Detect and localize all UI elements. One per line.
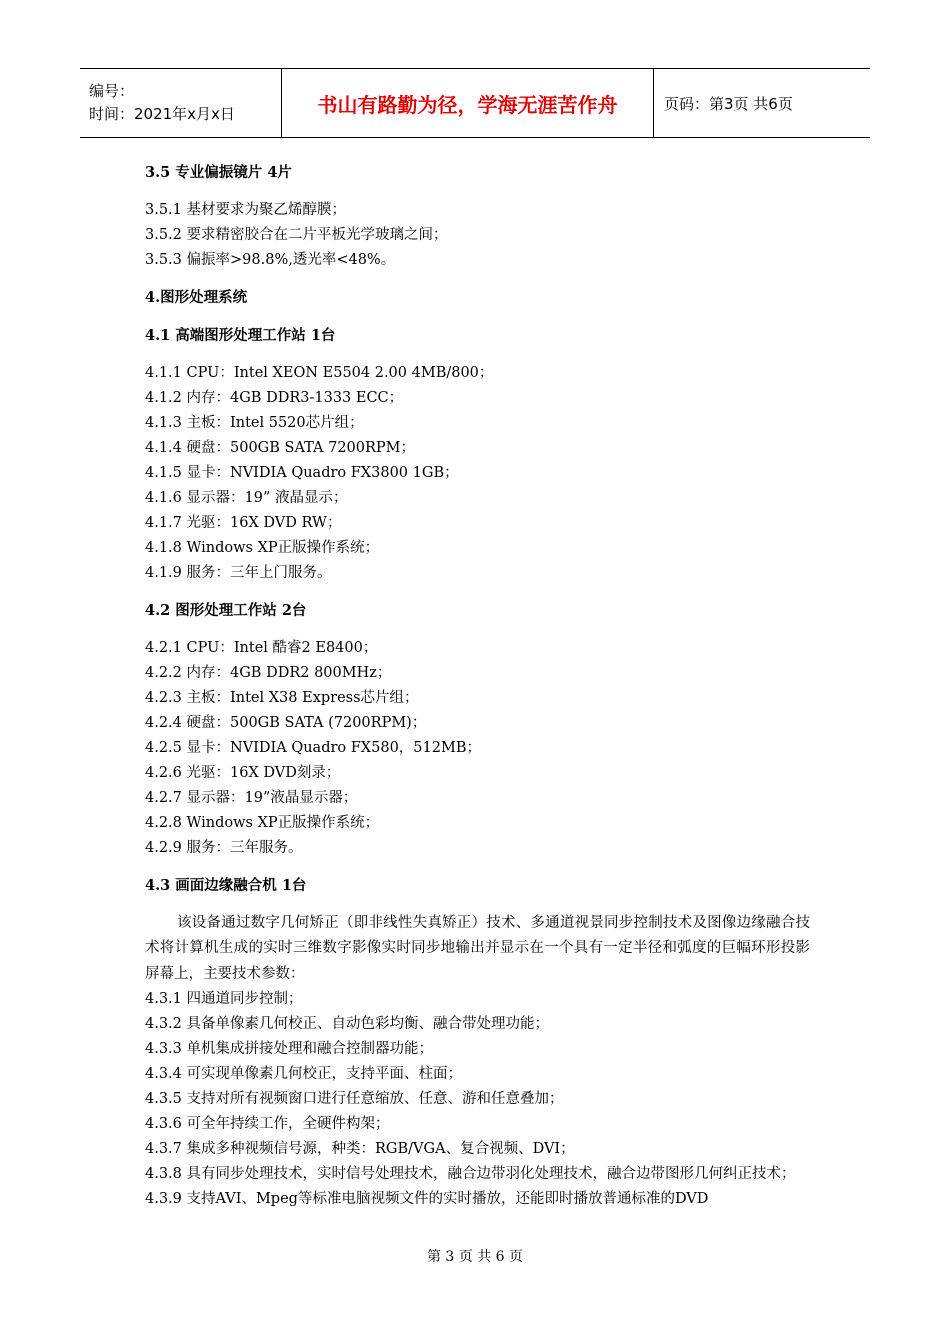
section-heading-4-3: 4.3 画面边缘融合机 1台 <box>145 877 307 894</box>
list-item: 4.2.5 显卡：NVIDIA Quadro FX580，512MB； <box>145 740 481 756</box>
list-item: 4.1.4 硬盘：500GB SATA 7200RPM； <box>145 440 416 456</box>
list-item: 3.5.3 偏振率>98.8%,透光率<48%。 <box>145 252 396 268</box>
section-heading-4: 4.图形处理系统 <box>145 289 248 306</box>
list-item: 4.3.1 四通道同步控制； <box>145 990 303 1007</box>
list-item: 3.5.2 要求精密胶合在二片平板光学玻璃之间； <box>145 227 448 243</box>
list-item: 4.2.3 主板：Intel X38 Express芯片组； <box>145 690 419 706</box>
time-label: 时间：2021年x月x日 <box>89 105 235 123</box>
list-item: 4.3.7 集成多种视频信号源，种类：RGB/VGA、复合视频、DVI； <box>145 1140 575 1157</box>
document-body <box>145 160 810 1212</box>
list-item: 4.1.1 CPU：Intel XEON E5504 2.00 4MB/800； <box>145 365 494 381</box>
list-item: 4.1.5 显卡：NVIDIA Quadro FX3800 1GB； <box>145 465 459 481</box>
list-item: 4.2.7 显示器：19”液晶显示器； <box>145 790 358 806</box>
page-footer: 第 3 页 共 6 页 <box>426 1249 524 1265</box>
list-item: 4.1.9 服务：三年上门服务。 <box>145 565 332 581</box>
page-info-text: 页码：第3页 共6页 <box>664 94 793 113</box>
list-item: 4.1.3 主板：Intel 5520芯片组； <box>145 415 364 431</box>
list-item: 4.3.3 单机集成拼接处理和融合控制器功能； <box>145 1040 434 1057</box>
page-header <box>80 68 870 138</box>
list-item: 4.1.6 显示器：19” 液晶显示； <box>145 490 348 506</box>
list-item: 4.1.2 内存：4GB DDR3-1333 ECC； <box>145 390 404 406</box>
motto-text: 书山有路勤为径，学海无涯苦作舟 <box>317 92 618 117</box>
header-page-info <box>654 69 870 137</box>
list-item: 4.2.2 内存：4GB DDR2 800MHz； <box>145 665 392 681</box>
list-item: 4.1.7 光驱：16X DVD RW； <box>145 515 342 531</box>
section-heading-4-1: 4.1 高端图形处理工作站 1台 <box>145 327 336 344</box>
number-label: 编号： <box>89 82 135 100</box>
list-item: 3.5.1 基材要求为聚乙烯醇膜； <box>145 202 347 218</box>
list-item: 4.1.8 Windows XP正版操作系统； <box>145 540 380 556</box>
intro-paragraph: 该设备通过数字几何矫正（即非线性失真矫正）技术、多通道视景同步控制技术及图像边缘融合技术将计算机生成的实时三维数字影像实时同步地输出并显示在一个具有一定半径和弧度的巨幅环形投影屏幕上，主要技术参数： <box>145 915 810 982</box>
list-item: 4.2.4 硬盘：500GB SATA (7200RPM)； <box>145 715 427 731</box>
list-item: 4.3.9 支持AVI、Mpeg等标准电脑视频文件的实时播放，还能即时播放普通标准的DVD <box>145 1190 709 1207</box>
list-item: 4.2.1 CPU：Intel 酷睿2 E8400； <box>145 640 378 656</box>
list-item: 4.3.6 可全年持续工作，全硬件构架； <box>145 1115 390 1132</box>
list-item: 4.3.8 具有同步处理技术，实时信号处理技术，融合边带羽化处理技术，融合边带图形几何纠正技术； <box>145 1165 796 1182</box>
section-heading-3-5: 3.5 专业偏振镜片 4片 <box>145 164 292 181</box>
list-item: 4.2.6 光驱：16X DVD刻录； <box>145 765 341 781</box>
list-item: 4.3.2 具备单像素几何校正、自动色彩均衡、融合带处理功能； <box>145 1015 550 1032</box>
section-heading-4-2: 4.2 图形处理工作站 2台 <box>145 602 307 619</box>
header-motto <box>282 69 654 137</box>
list-item: 4.3.5 支持对所有视频窗口进行任意缩放、任意、游和任意叠加； <box>145 1090 564 1107</box>
list-item: 4.3.4 可实现单像素几何校正，支持平面、柱面； <box>145 1065 463 1082</box>
list-item: 4.2.8 Windows XP正版操作系统； <box>145 815 380 831</box>
list-item: 4.2.9 服务：三年服务。 <box>145 840 303 856</box>
header-meta <box>80 69 282 137</box>
